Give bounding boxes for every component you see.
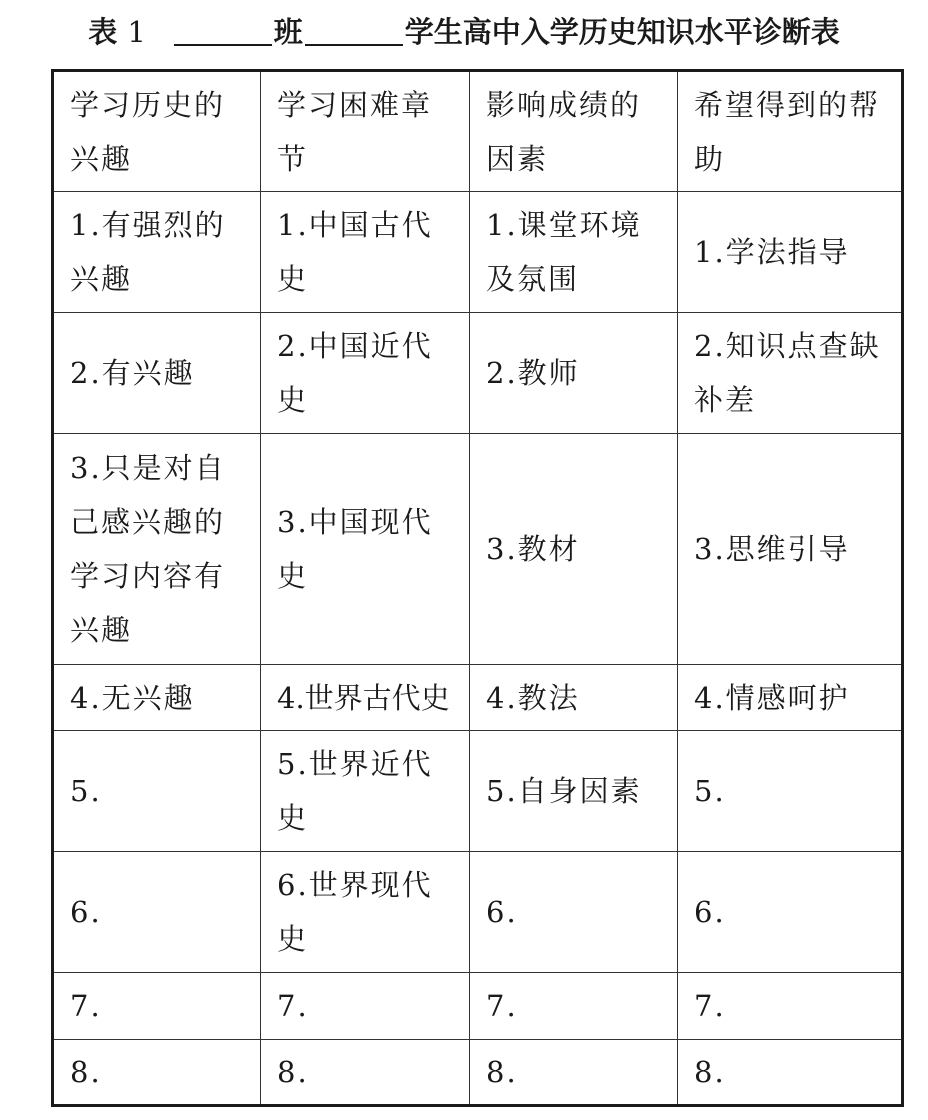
- table-cell: 6.世界现代史: [261, 852, 470, 973]
- table-cell: 1.有强烈的兴趣: [53, 192, 261, 313]
- table-cell: 5.: [678, 731, 903, 852]
- table-row: [53, 852, 903, 973]
- table-cell: 2.教师: [470, 313, 678, 434]
- table-cell: 6.: [470, 852, 678, 973]
- table-cell: 1.学法指导: [678, 192, 903, 313]
- header-cell-difficult-chapters: 学习困难章节: [261, 71, 470, 192]
- table-cell: 5.世界近代史: [261, 731, 470, 852]
- table-cell: 8.: [53, 1040, 261, 1106]
- table-cell: 2.中国近代史: [261, 313, 470, 434]
- table-label-num: 1: [127, 14, 146, 49]
- table-cell: 8.: [261, 1040, 470, 1106]
- blank-line-class: [174, 14, 272, 46]
- table-cell: 7.: [261, 973, 470, 1040]
- table-cell: 3.只是对自己感兴趣的学习内容有兴趣: [53, 434, 261, 665]
- table-cell: 2.有兴趣: [53, 313, 261, 434]
- blank-line-name: [305, 14, 403, 46]
- table-cell: 1.中国古代史: [261, 192, 470, 313]
- table-row: [53, 973, 903, 1040]
- header-cell-help: 希望得到的帮助: [678, 71, 903, 192]
- header-row: [53, 71, 903, 192]
- table-row: [53, 731, 903, 852]
- table-cell: 7.: [678, 973, 903, 1040]
- table-number: [88, 10, 146, 51]
- class-suffix: 班: [273, 14, 303, 49]
- table-cell: 4.教法: [470, 665, 678, 731]
- header-cell-interest: 学习历史的兴趣: [53, 71, 261, 192]
- table-cell: 1.课堂环境及氛围: [470, 192, 678, 313]
- table-cell: 6.: [678, 852, 903, 973]
- table-cell: 7.: [470, 973, 678, 1040]
- table-cell: 8.: [678, 1040, 903, 1106]
- header-cell-factors: 影响成绩的因素: [470, 71, 678, 192]
- table-row: [53, 665, 903, 731]
- table-row: [53, 192, 903, 313]
- table-title: [0, 8, 928, 52]
- table-label-char: 表: [88, 14, 118, 49]
- table-cell: 6.: [53, 852, 261, 973]
- table-row: [53, 313, 903, 434]
- table-cell: 5.自身因素: [470, 731, 678, 852]
- table-row: [53, 1040, 903, 1106]
- table-cell: 3.教材: [470, 434, 678, 665]
- table-cell: 4.无兴趣: [53, 665, 261, 731]
- table-cell: 7.: [53, 973, 261, 1040]
- diagnosis-table: [51, 69, 904, 1107]
- table-cell: 8.: [470, 1040, 678, 1106]
- table-cell: 4.世界古代史: [261, 665, 470, 731]
- table-cell: 4.情感呵护: [678, 665, 903, 731]
- table-row: [53, 434, 903, 665]
- table-cell: 3.中国现代史: [261, 434, 470, 665]
- table-cell: 5.: [53, 731, 261, 852]
- table-cell: 2.知识点查缺补差: [678, 313, 903, 434]
- title-main-text: 学生高中入学历史知识水平诊断表: [404, 14, 840, 49]
- table-cell: 3.思维引导: [678, 434, 903, 665]
